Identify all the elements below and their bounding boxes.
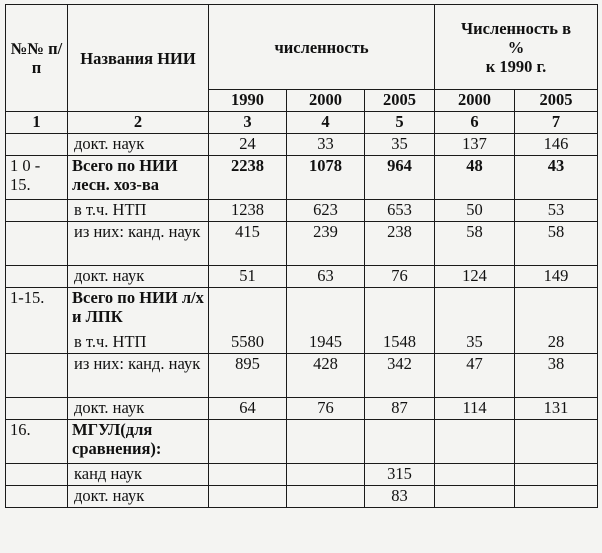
value-1990: 64 bbox=[209, 398, 287, 420]
value-1990: 51 bbox=[209, 266, 287, 288]
percent-2005: 43 bbox=[515, 156, 598, 200]
value-1990: 895 bbox=[209, 354, 287, 398]
table-row bbox=[6, 354, 598, 398]
header-percent-line2: % bbox=[507, 37, 525, 57]
value-1990: 1238 bbox=[209, 200, 287, 222]
percent-2000 bbox=[435, 288, 515, 332]
percent-2000: 35 bbox=[435, 332, 515, 354]
value-1990: 2238 bbox=[209, 156, 287, 200]
index-cell: 2 bbox=[68, 112, 209, 134]
value-1990 bbox=[209, 464, 287, 486]
percent-2000: 50 bbox=[435, 200, 515, 222]
header-percent-line3: к 1990 г. bbox=[485, 56, 547, 76]
value-2005: 76 bbox=[365, 266, 435, 288]
row-number bbox=[6, 200, 68, 222]
value-2005: 342 bbox=[365, 354, 435, 398]
row-number bbox=[6, 222, 68, 266]
percent-2005: 53 bbox=[515, 200, 598, 222]
percent-2000: 48 bbox=[435, 156, 515, 200]
value-2000 bbox=[287, 420, 365, 464]
row-number bbox=[6, 266, 68, 288]
value-2005: 653 bbox=[365, 200, 435, 222]
value-2000: 623 bbox=[287, 200, 365, 222]
row-name: Всего по НИИ л/х и ЛПК bbox=[68, 288, 209, 332]
percent-2005: 131 bbox=[515, 398, 598, 420]
row-number bbox=[6, 332, 68, 354]
value-2005: 35 bbox=[365, 134, 435, 156]
percent-2005: 58 bbox=[515, 222, 598, 266]
table-row bbox=[6, 156, 598, 200]
percent-2005 bbox=[515, 486, 598, 508]
value-2005: 87 bbox=[365, 398, 435, 420]
data-table bbox=[5, 4, 598, 508]
table-row bbox=[6, 222, 598, 266]
header-percent-line1: Численность в bbox=[461, 18, 572, 38]
value-1990 bbox=[209, 288, 287, 332]
row-name: докт. наук bbox=[68, 398, 209, 420]
index-cell: 7 bbox=[515, 112, 598, 134]
index-cell: 3 bbox=[209, 112, 287, 134]
header-number: №№ п/п bbox=[6, 5, 68, 112]
value-2000 bbox=[287, 486, 365, 508]
table-row bbox=[6, 398, 598, 420]
header-row bbox=[6, 5, 598, 90]
value-2000: 33 bbox=[287, 134, 365, 156]
value-2000: 76 bbox=[287, 398, 365, 420]
row-number bbox=[6, 464, 68, 486]
header-percent bbox=[435, 5, 598, 90]
percent-2000: 124 bbox=[435, 266, 515, 288]
percent-2005 bbox=[515, 420, 598, 464]
index-cell: 4 bbox=[287, 112, 365, 134]
percent-2005 bbox=[515, 464, 598, 486]
value-2005 bbox=[365, 420, 435, 464]
year-cell: 2000 bbox=[287, 90, 365, 112]
year-cell: 2005 bbox=[365, 90, 435, 112]
value-2000: 428 bbox=[287, 354, 365, 398]
row-name: МГУЛ(для сравнения): bbox=[68, 420, 209, 464]
year-cell: 2005 bbox=[515, 90, 598, 112]
value-1990: 24 bbox=[209, 134, 287, 156]
value-2005: 315 bbox=[365, 464, 435, 486]
percent-2000 bbox=[435, 486, 515, 508]
year-cell: 2000 bbox=[435, 90, 515, 112]
row-name: канд наук bbox=[68, 464, 209, 486]
percent-2005: 28 bbox=[515, 332, 598, 354]
table-row bbox=[6, 486, 598, 508]
percent-2000: 137 bbox=[435, 134, 515, 156]
percent-2000: 114 bbox=[435, 398, 515, 420]
value-2005: 964 bbox=[365, 156, 435, 200]
value-2000 bbox=[287, 288, 365, 332]
percent-2000: 47 bbox=[435, 354, 515, 398]
percent-2000 bbox=[435, 464, 515, 486]
value-2000: 1078 bbox=[287, 156, 365, 200]
table-row bbox=[6, 266, 598, 288]
index-cell: 6 bbox=[435, 112, 515, 134]
value-2000: 63 bbox=[287, 266, 365, 288]
table-row bbox=[6, 200, 598, 222]
row-name: Всего по НИИ лесн. хоз-ва bbox=[68, 156, 209, 200]
row-number bbox=[6, 398, 68, 420]
value-1990: 5580 bbox=[209, 332, 287, 354]
table-row bbox=[6, 134, 598, 156]
row-name: в т.ч. НТП bbox=[68, 332, 209, 354]
header-count: численность bbox=[209, 5, 435, 90]
year-cell: 1990 bbox=[209, 90, 287, 112]
table-row bbox=[6, 420, 598, 464]
value-2005: 1548 bbox=[365, 332, 435, 354]
row-name: докт. наук bbox=[68, 486, 209, 508]
percent-2005: 146 bbox=[515, 134, 598, 156]
value-1990: 415 bbox=[209, 222, 287, 266]
value-2000: 239 bbox=[287, 222, 365, 266]
row-number: 16. bbox=[6, 420, 68, 464]
value-2000 bbox=[287, 464, 365, 486]
index-cell: 5 bbox=[365, 112, 435, 134]
row-name: в т.ч. НТП bbox=[68, 200, 209, 222]
row-name: из них: канд. наук bbox=[68, 354, 209, 398]
index-row bbox=[6, 112, 598, 134]
value-1990 bbox=[209, 420, 287, 464]
header-name: Названия НИИ bbox=[68, 5, 209, 112]
percent-2005: 149 bbox=[515, 266, 598, 288]
table-row bbox=[6, 288, 598, 332]
row-number: 1 0 - 15. bbox=[6, 156, 68, 200]
table-row bbox=[6, 332, 598, 354]
percent-2005: 38 bbox=[515, 354, 598, 398]
value-2005 bbox=[365, 288, 435, 332]
row-number bbox=[6, 134, 68, 156]
table-row bbox=[6, 464, 598, 486]
value-1990 bbox=[209, 486, 287, 508]
row-number bbox=[6, 486, 68, 508]
row-number bbox=[6, 354, 68, 398]
percent-2000 bbox=[435, 420, 515, 464]
value-2000: 1945 bbox=[287, 332, 365, 354]
row-name: докт. наук bbox=[68, 266, 209, 288]
percent-2000: 58 bbox=[435, 222, 515, 266]
row-name: из них: канд. наук bbox=[68, 222, 209, 266]
index-cell: 1 bbox=[6, 112, 68, 134]
percent-2005 bbox=[515, 288, 598, 332]
row-number: 1-15. bbox=[6, 288, 68, 332]
value-2005: 83 bbox=[365, 486, 435, 508]
value-2005: 238 bbox=[365, 222, 435, 266]
row-name: докт. наук bbox=[68, 134, 209, 156]
